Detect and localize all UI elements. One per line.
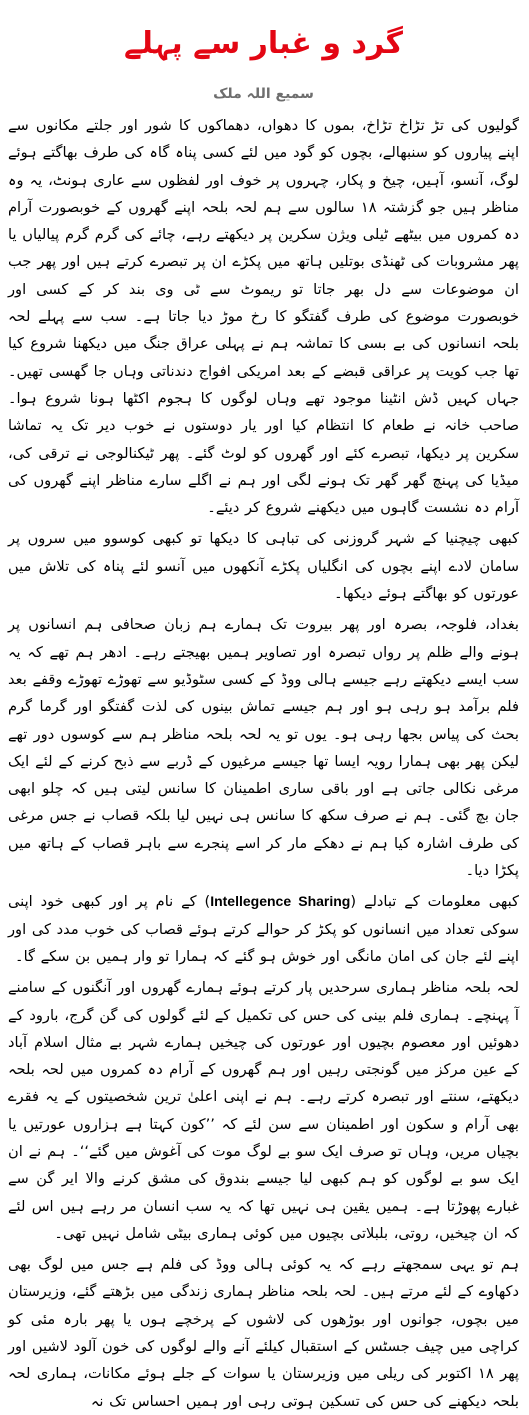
paragraph-4-before: کبھی معلومات کے تبادلے ( [350, 893, 519, 911]
article-body [8, 112, 519, 1415]
paragraph-4-after: ) کے نام پر اور کبھی خود اپنی سوکی تعداد میں انسانوں کو پکڑ کر حوالے کرتے ہوئے قصاب کی خوب مدد کی اور اپنے لئے جان کی امان مانگی اور خوش ہو گئے کہ ہمارا تو وار ہمیں بن سکے گا۔ [8, 893, 519, 965]
paragraph-3: بغداد، فلوجہ، بصرہ اور پھر بیروت تک ہمارے ہم زبان صحافی ہم انسانوں پر ہونے والے ظلم پر رواں تبصرہ اور تصاویر ہمیں بھیجتے رہے۔ ادھر ہم تھے کہ یہ سب ایسے دیکھتے رہے جیسے ہالی ووڈ کے کسی سٹوڈیو سے تھوڑے تھوڑے وقفے بعد فلم برآمد ہو رہی ہو اور ہم جیسے تماش بینوں کی لذت گفتگو اور گرما گرم بحث کی پیاس بجھا رہی ہو۔ یوں تو یہ لحہ بلحہ مناظر ہم سے کوسوں دور تھے لیکن پھر بھی ہمارا رویہ ایسا تھا جیسے مرغیوں کے ڈربے سے ذبح کرنے کے لئے ایک مرغی نکالی جاتی ہے اور باقی ساری اطمینان کا سانس لیتی ہیں کہ چلو ابھی جان بچ گئی۔ ہم نے صرف سکھ کا سانس ہی نہیں لیا بلکہ قصاب نے جس مرغی کی طرف اشارہ کیا ہم نے دھکے مار کر اسے پنجرے سے باہر قصاب کے ہاتھ میں پکڑا دیا۔ [8, 616, 519, 880]
paragraph-2: کبھی چیچنیا کے شہر گروزنی کی تباہی کا دیکھا تو کبھی کوسوو میں سروں پر سامان لادے اپنے بچوں کی انگلیاں پکڑے آنکھوں میں آنسو لئے پناہ کی تلاش میں عورتوں کو بھاگتے ہوئے دیکھا۔ [8, 530, 519, 603]
paragraph-5: لحہ بلحہ مناظر ہماری سرحدیں پار کرتے ہوئے ہمارے گھروں اور آنگنوں کے سامنے آ پہنچے۔ ہماری فلم بینی کی حس کی تکمیل کے لئے گولوں کی گن گرج، بارود کے دھوئیں اور معصوم بچیوں اور عورتوں کی چیخیں ہمارے شہر بے مثال اسلام آباد کے عین مرکز میں گونجتی رہیں اور ہم گھروں کے آرام دہ کمروں میں لحہ بلحہ دیکھتے، سنتے اور تبصرہ کرتے رہے۔ ہم نے اپنی اعلیٰ ترین شخصیتوں کے یہ فقرے بھی آرام و سکون اور اطمینان سے سن لئے کہ ’’کون کہتا ہے ہزاروں عورتیں یا بچیاں مریں، وہاں تو صرف ایک سو بے لوگ موت کی آغوش میں گئے‘‘۔ ہم نے ان ایک سو بے لوگوں کو ہم کبھی لیا جیسے بندوق کی مشق کرنے والا ایر گن سے غبارے پھوڑتا ہے۔ ہمیں یقین ہی نہیں تھا کہ یہ سب انسان مر رہے ہیں اس لئے کہ ان چیخیں، روتی، بلبلاتی بچیوں میں کوئی ہماری بیٹی شامل نہیں تھی۔ [8, 979, 519, 1242]
article-page [0, 18, 529, 1410]
paragraph-1: گولیوں کی تڑ تڑاخ تڑاخ، بموں کا دھواں، دھماکوں کا شور اور جلتے مکانوں سے اپنے پیاروں کو سنبھالے، بچوں کو گود میں لئے کسی پناہ گاہ کی طرف بھاگتے ہوئے لوگ، آنسو، آہیں، چیخ و پکار، چہروں پر خوف اور لفظوں سے عاری ہونٹ، یہ وہ مناظر ہیں جو گزشتہ ۱۸ سالوں سے ہم لحہ بلحہ اپنے گھروں کے خوبصورت آرام دہ کمروں میں بیٹھے ٹیلی ویژن سکرین پر دیکھتے رہے، چائے کی گرم گرم پیالیاں یا پھر مشروبات کی ٹھنڈی بوتلیں ہاتھ میں پکڑے ان پر تبصرے کرتے ہیں اور پھر جب ان موضوعات سے دل بھر جاتا تو ریموٹ سے ٹی وی بند کر کے کسی اور خوبصورت موضوع کی طرف گفتگو کا رخ موڑ دیا جاتا ہے۔ سب سے پہلے لحہ بلحہ انسانوں کی بے بسی کا تماشہ ہم نے پہلی عراق جنگ میں دیکھنا شروع کیا تھا جب کویت پر عراقی قبضے کے بعد امریکی افواج دندناتی وہاں جا گھسی تھیں۔ جہاں کہیں ڈش انٹینا موجود تھے وہاں لوگوں کا ہجوم اکٹھا ہونا شروع ہوا۔ صاحب خانہ نے طعام کا انتظام کیا اور یار دوستوں نے خوب دیر تک یہ تماشا سکرین پر دیکھا، تبصرے کئے اور گھروں کو لوٹ گئے۔ پھر ٹیکنالوجی نے ترقی کی، میڈیا کی پہنچ گھر گھر تک ہونے لگی اور ہم نے اگلے سارے مناظر اپنے گھروں کی آرام دہ نشست گاہوں میں دیکھنے شروع کر دیئے۔ [8, 117, 520, 517]
author-byline: سمیع اللہ ملک [213, 86, 314, 102]
paragraph-4 [8, 888, 519, 970]
intelligence-sharing-term: Intellegence Sharing [210, 893, 351, 910]
article-title: گرد و غبار سے پہلے [124, 26, 403, 61]
paragraph-6: ہم تو یہی سمجھتے رہے کہ یہ کوئی ہالی ووڈ کی فلم ہے جس میں لوگ بھی دکھاوے کے لئے مرتے ہیں۔ لحہ بلحہ مناظر ہماری زندگی میں بڑھتے گئے، وزیرستان میں بچوں، جوانوں اور بوڑھوں کی لاشوں کے پرخچے ہوں یا پھر بارہ مئی کو کراچی میں چیف جسٹس کے استقبال کیلئے آنے والے لوگوں کی خون آلود لاشیں اور پھر ۱۸ اکتوبر کی ریلی میں وزیرستان یا سوات کے جلے ہوئے مکانات، ہماری لحہ بلحہ دیکھنے کی حس کی تسکین ہوتی رہی اور ہمیں احساس تک نہ [8, 1256, 519, 1410]
